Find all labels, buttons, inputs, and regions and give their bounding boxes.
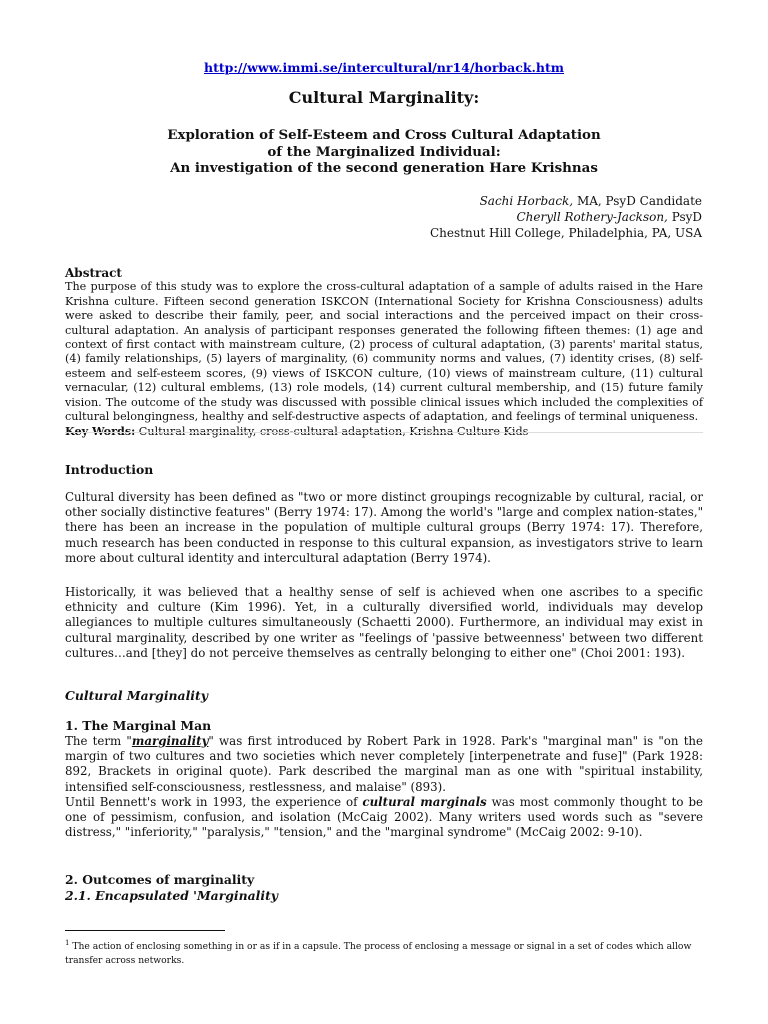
cultural-marginals-term: cultural marginals bbox=[362, 794, 487, 809]
author-2 bbox=[430, 209, 702, 225]
source-url-link[interactable]: http://www.immi.se/intercultural/nr14/horback.htm bbox=[203, 60, 564, 75]
abstract-section bbox=[65, 266, 703, 440]
subtitle-line-1: Exploration of Self-Esteem and Cross Cultural Adaptation bbox=[167, 127, 601, 143]
author-2-degree: PsyD bbox=[667, 210, 702, 224]
outcomes-heading: 2. Outcomes of marginality bbox=[65, 872, 255, 887]
abstract-heading: Abstract bbox=[65, 266, 122, 280]
subtitle-line-3: An investigation of the second generation Hare Krishnas bbox=[170, 160, 598, 176]
paper-title: Cultural Marginality: bbox=[288, 88, 480, 107]
author-1-degree: MA, PsyD Candidate bbox=[573, 194, 702, 208]
mm-text-2: " was first introduced by Robert Park in 1928. Park's "marginal man" is "on the margin of two cultures and two societies which never completely [interpenetrate and fuse]" (Park 1928: 892, Brackets in original quote). Park described the marginal man as one with "spiritual instability, intensified self-consciousness, restlessness, and malaise" (893). bbox=[65, 734, 704, 794]
intro-paragraph-1: Cultural diversity has been defined as "two or more distinct groupings recognizable by cultural, racial, or other socially distinctive features" (Berry 1974: 17). Among the world's "large and complex nation-states," there has been an increase in the population of multiple cultural groups (Berry 1974: 17). Therefore, much research has been conducted in response to this cultural expansion, as investigators strive to learn more about cultural identity and intercultural adaptation (Berry 1974). bbox=[65, 490, 704, 565]
author-block bbox=[430, 193, 702, 241]
marginality-term: marginality bbox=[131, 734, 209, 748]
author-1-name: Sachi Horback, bbox=[479, 194, 574, 208]
mm-text-4: was most commonly thought to be one of pessimism, confusion, and isolation (McCaig 2002). Many writers used words such as "severe distress," "inferiority," "paralysis," "tension," and the "marginal syndrome" (McCaig 2002: 9-10). bbox=[65, 794, 703, 840]
marginal-man-paragraph-1 bbox=[65, 734, 703, 795]
footnote-text: The action of enclosing something in or as if in a capsule. The process of enclosing a message or signal in a set of codes which allow transfer across networks. bbox=[65, 941, 692, 967]
author-2-name: Cheryll Rothery-Jackson, bbox=[516, 210, 668, 224]
paper-subtitle bbox=[0, 127, 768, 177]
affiliation: Chestnut Hill College, Philadelphia, PA, USA bbox=[429, 226, 702, 240]
footnote-marker: 1 bbox=[65, 939, 70, 947]
keywords-text: Cultural marginality, cross-cultural adaptation, Krishna Culture Kids bbox=[135, 425, 529, 439]
footnote-separator bbox=[65, 930, 225, 931]
footnote bbox=[65, 936, 703, 968]
abstract-text: The purpose of this study was to explore the cross-cultural adaptation of a sample of adults raised in the Hare Krishna culture. Fifteen second generation ISKCON (International Society for Krishna Consciousness) adults were asked to describe their family, peer, and social interactions and the perceived impact on their cross-cultural adaptation. An analysis of participant responses generated the following fifteen themes: (1) age and context of first contact with mainstream culture, (2) process of cultural adaptation, (3) parents' marital status, (4) family relationships, (5) layers of marginality, (6) community norms and values, (7) identity crises, (8) self-esteem and self-esteem scores, (9) views of ISKCON culture, (10) views of mainstream culture, (11) cultural vernacular, (12) cultural emblems, (13) role models, (14) current cultural membership, and (15) future family vision. The outcome of the study was discussed with possible clinical issues which included the complexities of cultural belongingness, healthy and self-destructive aspects of adaptation, and feelings of terminal uniqueness. bbox=[65, 280, 703, 424]
mm-text-1: The term " bbox=[65, 734, 132, 748]
marginal-man-heading: 1. The Marginal Man bbox=[65, 718, 212, 733]
introduction-heading: Introduction bbox=[65, 462, 154, 477]
cultural-marginality-heading: Cultural Marginality bbox=[65, 688, 208, 703]
subtitle-line-2: of the Marginalized Individual: bbox=[267, 143, 501, 160]
marginal-man-paragraph-2 bbox=[65, 795, 703, 841]
author-1 bbox=[430, 193, 702, 209]
section-divider bbox=[65, 432, 703, 433]
encapsulated-heading: 2.1. Encapsulated 'Marginality bbox=[65, 888, 278, 903]
marginal-man-paragraphs bbox=[65, 734, 703, 840]
keywords-label: Key Words: bbox=[65, 424, 136, 439]
source-url-line bbox=[0, 60, 768, 75]
intro-paragraph-2: Historically, it was believed that a healthy sense of self is achieved when one ascribes to a specific ethnicity and culture (Kim 1996). Yet, in a culturally diversified world, individuals may develop allegiances to multiple cultures simultaneously (Schaetti 2000). Furthermore, an individual may exist in cultural marginality, described by one writer as "feelings of 'passive betweenness' between two different cultures…and [they] do not perceive themselves as centrally belonging to either one" (Choi 2001: 193). bbox=[65, 585, 703, 660]
mm-text-3: Until Bennett's work in 1993, the experience of bbox=[65, 794, 363, 809]
